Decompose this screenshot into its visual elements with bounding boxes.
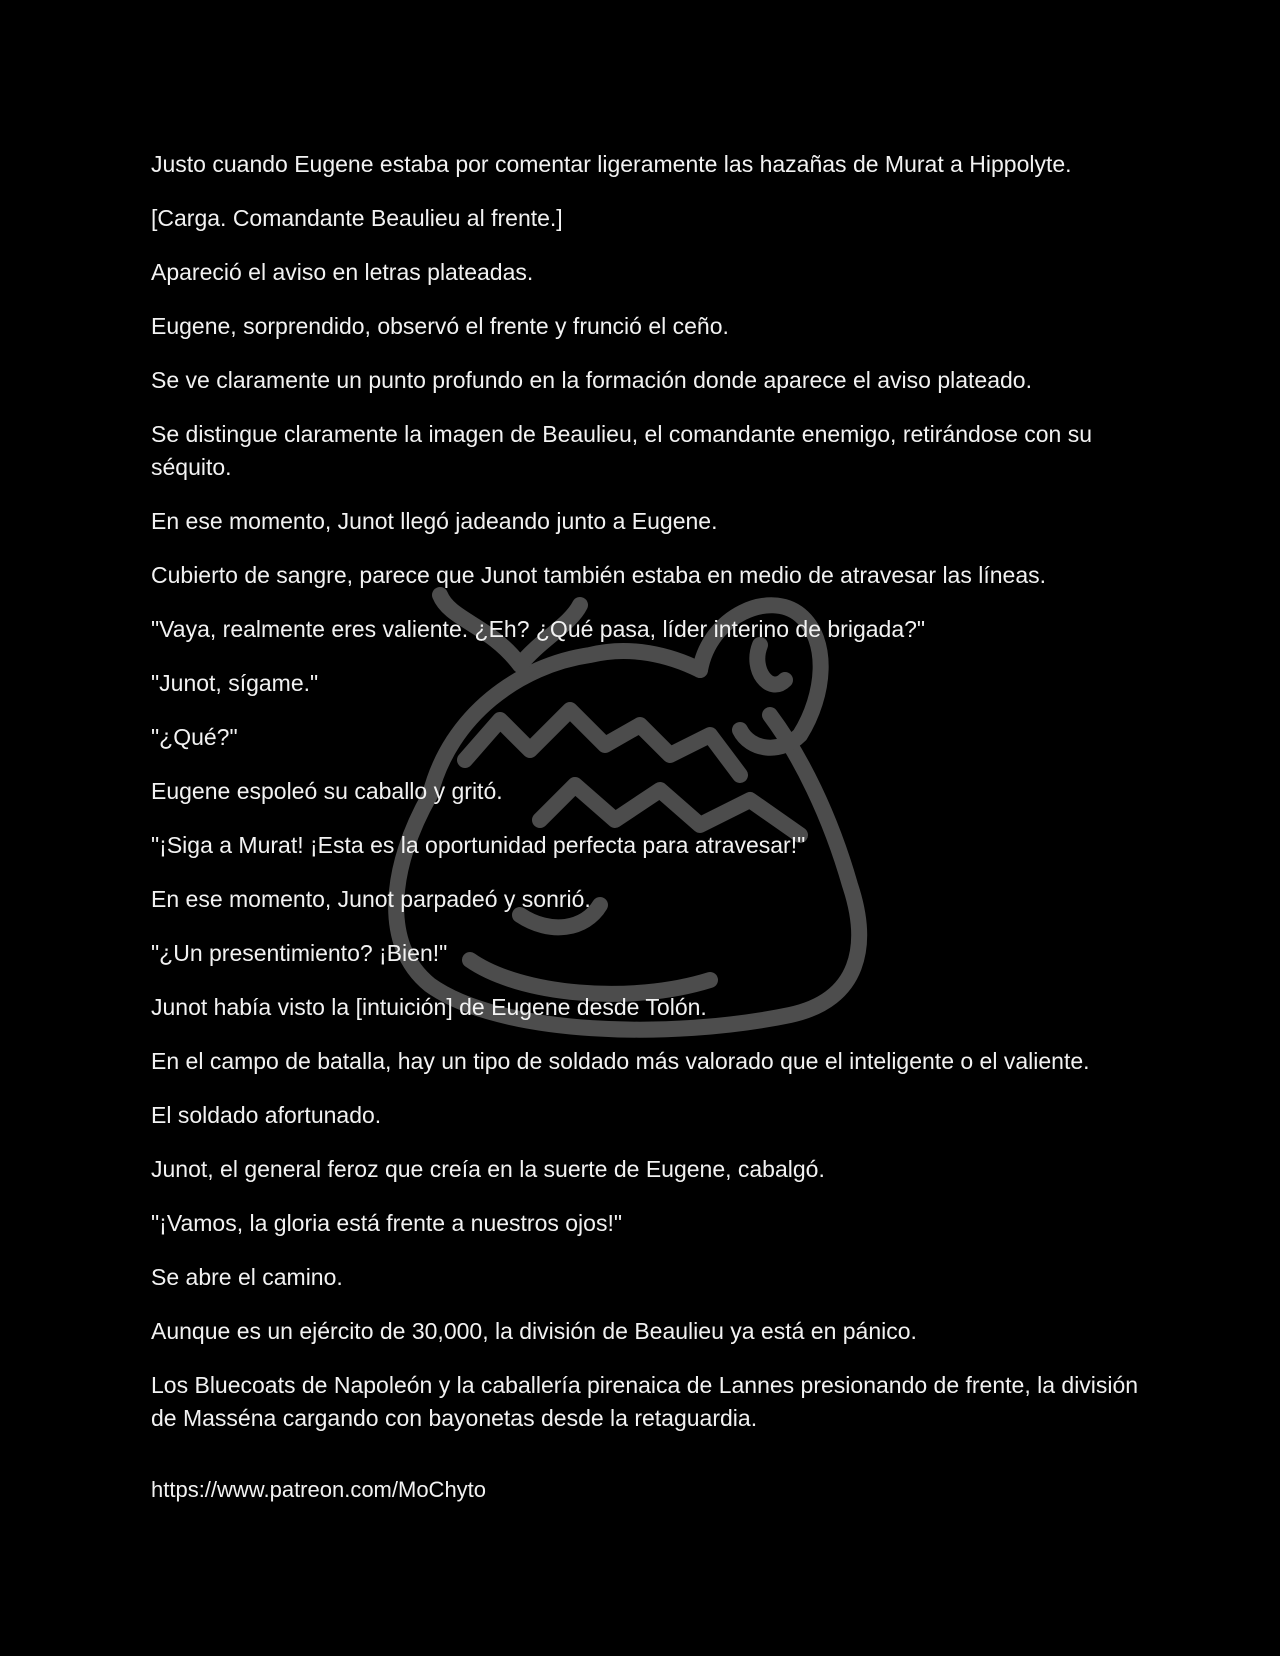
paragraph-5: Se ve claramente un punto profundo en la formación donde aparece el aviso plateado. [151, 367, 1032, 393]
paragraph-23: Los Bluecoats de Napoleón y la caballería pirenaica de Lannes presionando de frente, la división de Masséna cargando con bayonetas desde la retaguardia. [151, 1372, 1139, 1431]
paragraph-3: Apareció el aviso en letras plateadas. [151, 259, 534, 285]
paragraph-4: Eugene, sorprendido, observó el frente y frunció el ceño. [151, 313, 729, 339]
paragraph-21: Se abre el camino. [151, 1264, 343, 1290]
paragraph-16: Junot había visto la [intuición] de Eugene desde Tolón. [151, 994, 707, 1020]
paragraph-15: "¿Un presentimiento? ¡Bien!" [151, 940, 448, 966]
paragraph-18: El soldado afortunado. [151, 1102, 382, 1128]
paragraph-7: En ese momento, Junot llegó jadeando junto a Eugene. [151, 508, 718, 534]
paragraph-1: Justo cuando Eugene estaba por comentar ligeramente las hazañas de Murat a Hippolyte. [151, 151, 1072, 177]
paragraph-6: Se distingue claramente la imagen de Beaulieu, el comandante enemigo, retirándose con su séquito. [151, 421, 1093, 480]
paragraph-22: Aunque es un ejército de 30,000, la división de Beaulieu ya está en pánico. [151, 1318, 917, 1344]
paragraph-2: [Carga. Comandante Beaulieu al frente.] [151, 205, 563, 231]
paragraph-9: "Vaya, realmente eres valiente. ¿Eh? ¿Qué pasa, líder interino de brigada?" [151, 616, 926, 642]
paragraph-17: En el campo de batalla, hay un tipo de soldado más valorado que el inteligente o el valiente. [151, 1048, 1090, 1074]
paragraph-14: En ese momento, Junot parpadeó y sonrió. [151, 886, 591, 912]
patreon-link[interactable]: https://www.patreon.com/MoChyto [151, 1477, 487, 1502]
paragraph-19: Junot, el general feroz que creía en la suerte de Eugene, cabalgó. [151, 1156, 825, 1182]
paragraph-12: Eugene espoleó su caballo y gritó. [151, 778, 503, 804]
paragraph-8: Cubierto de sangre, parece que Junot también estaba en medio de atravesar las líneas. [151, 562, 1047, 588]
chapter-text [151, 148, 1141, 1527]
paragraph-11: "¿Qué?" [151, 724, 238, 750]
paragraph-13: "¡Siga a Murat! ¡Esta es la oportunidad perfecta para atravesar!" [151, 832, 806, 858]
paragraph-20: "¡Vamos, la gloria está frente a nuestros ojos!" [151, 1210, 623, 1236]
paragraph-10: "Junot, sígame." [151, 670, 319, 696]
